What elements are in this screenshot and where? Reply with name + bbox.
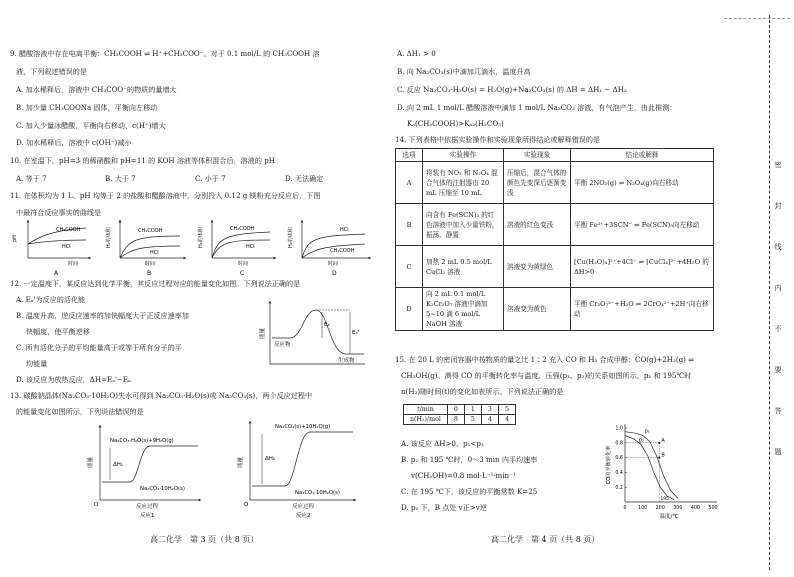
q11-a-bottom: HCl: [62, 244, 71, 250]
q9-stem: 9. 醋酸溶液中存在电离平衡：CH₃COOH ⇌ H⁺+CH₃COO⁻。对于 0.1 mol/L 的 CH₃COOH 溶: [10, 49, 320, 58]
table-row: [396, 246, 714, 288]
q15-point: [658, 457, 660, 459]
q12-option-b-1: B. 温度升高，逆反应速率的加快幅度大于正反应速率加: [16, 311, 189, 320]
q15-series-label: p₁: [644, 428, 650, 435]
binding-strip-char: 线: [774, 243, 782, 251]
q11-graphs: [10, 218, 388, 280]
q15-x-tick-label: 200: [655, 506, 665, 511]
q11-b-ylabel: H₂的体积: [106, 227, 112, 248]
q15-table: [403, 404, 516, 425]
q11-stem: 11. 在体积均为 1 L、pH 均等于 2 的盐酸和醋酸溶液中，分别投入 0.12 g 镁粉充分反应后，下图: [10, 191, 321, 200]
q11-d-bottom: CH₃COOH: [330, 248, 355, 254]
q13-fig2-caption: 反应2: [296, 513, 311, 518]
q15-option-b-1: B. p₂ 和 195 ℃时，0～3 min 内平均速率: [401, 455, 538, 464]
q11-stem-2: 中最符合反应事实的曲线是: [16, 208, 102, 217]
q12-ea-label: Eₐ: [324, 322, 330, 328]
q14-row-a-conclusion: 平衡 2NO₂(g) ⇌ N₂O₄(g)向右移动: [571, 162, 714, 204]
q13-option-d-2: Kₐ(CH₃COOH)>Kₐ₂(H₂CO₃): [407, 119, 504, 128]
q14-header-conclusion: 结论或解释: [571, 149, 714, 162]
q15-point: [658, 442, 660, 444]
q13-fig2-ylabel: 能量: [238, 456, 244, 468]
q15-n-3: 4: [481, 415, 498, 425]
q15-ylabel: CO的平衡转化率: [606, 445, 612, 485]
q15-y-tick-label: 0.2: [615, 485, 623, 491]
q13-option-a: A. ΔH₁ > 0: [397, 49, 436, 58]
q13-fig1-bottom: Na₂CO₃·10H₂O(s): [140, 486, 185, 492]
binding-strip-char: 不: [774, 325, 782, 333]
q13-option-c: C. 反应 Na₂CO₃·H₂O(s) = H₂O(g)+Na₂CO₃(s) 的 ΔH = ΔH₁ − ΔH₂: [397, 85, 627, 94]
q13-fig2-xlabel: 反应过程: [292, 504, 315, 510]
q10-option-b: B. 大于 7: [105, 174, 136, 183]
q14-header-phenomenon: 实验现象: [504, 149, 571, 162]
q9-option-c: C. 加入少量冰醋酸，平衡向右移动，c(H⁺)增大: [16, 121, 166, 130]
q15-t-3: 3: [481, 405, 498, 415]
q9-option-a: A. 加水稀释后，溶液中 CH₃COO⁻的物质的量增大: [16, 85, 177, 94]
binding-strip-char: 密: [774, 161, 782, 169]
q13-fig1-xlabel: 反应过程: [136, 504, 159, 510]
q14-row-b-phenomenon: 溶液的红色变浅: [504, 204, 571, 246]
table-row: [404, 415, 516, 425]
q11-c-bottom: HCl: [246, 244, 255, 250]
q12-option-d: D. 该反应为放热反应，ΔH=Eₐ'−Eₐ: [16, 375, 131, 384]
q10-option-c: C. 小于 7: [195, 174, 226, 183]
binding-strip-char: 封: [774, 202, 782, 210]
q13-fig1-ylabel: 能量: [88, 456, 94, 468]
q11-c-xlabel: 时间: [238, 261, 249, 267]
q11-a-ylabel: pH: [12, 235, 18, 242]
q13-fig1-dh: ΔH₁: [113, 462, 124, 468]
q15-t-header: t/min: [404, 405, 448, 415]
q10-option-a: A. 等于 7: [16, 174, 47, 183]
table-row: [404, 405, 516, 415]
q15-x-tick-label: 0: [623, 506, 627, 511]
q15-t-0: 0: [447, 405, 464, 415]
q11-b-bottom: HCl: [150, 250, 159, 256]
table-row: [396, 162, 714, 204]
q11-b-top: CH₃COOH: [138, 228, 163, 234]
q12-option-b-2: 快幅度，使平衡逆移: [26, 327, 90, 336]
q14-header-option: 选项: [396, 149, 423, 162]
q11-c-ylabel: H₂的体积: [198, 227, 204, 248]
q13-fig1-top: Na₂CO₃·H₂O(s)+9H₂O(g): [110, 438, 174, 444]
q9-option-b: B. 加少量 CH₃COONa 固体，平衡向左移动: [16, 103, 158, 112]
q13-fig2-origin: O: [244, 502, 249, 508]
q12-ylabel: 能量: [260, 327, 266, 339]
q14-row-b-operation: 向含有 Fe(SCN)₃ 的红色溶液中加入少量铁粉，振荡、静置: [423, 204, 504, 246]
table-row: [396, 288, 714, 331]
q15-xlabel: 温度/℃: [659, 514, 679, 520]
q15-y-tick-label: 0.6: [615, 456, 623, 462]
q14-row-d-operation: 向 2 mL 0.1 mol/L K₂Cr₂O₇ 溶液中滴加 5~10 滴 6 mol/L NaOH 溶液: [423, 288, 504, 331]
binding-strip-char: 内: [774, 284, 782, 292]
q14-row-d-opt: D: [396, 288, 423, 331]
right-page-footer: 高二化学 第 4 页（共 8 页）: [491, 535, 600, 544]
q9-stem-2: 液，下列叙述错误的是: [16, 67, 87, 76]
q15-y-tick-label: 0.8: [615, 441, 623, 447]
q11-c-top: CH₃COOH: [230, 226, 255, 232]
q11-d-ylabel: H₂的体积: [288, 227, 294, 248]
q9-option-d: D. 加水稀释后，溶液中 c(OH⁻)减小: [16, 138, 132, 147]
q15-series-line: [625, 435, 674, 499]
q11-b-label: B: [147, 270, 152, 277]
q14-row-d-phenomenon: 溶液变为黄色: [504, 288, 571, 331]
q11-b-xlabel: 时间: [145, 261, 156, 267]
q13-stem-2: 的能量变化如图所示，下列说法错误的是: [16, 407, 144, 416]
q15-x-tick-label: 400: [690, 506, 700, 511]
q13-fig2-top: Na₂CO₃(s)+10H₂O(g): [275, 424, 331, 430]
q14-row-d-conclusion: 平衡 Cr₂O₇²⁻+H₂O ⇌ 2CrO₄²⁻+2H⁺向右移动: [571, 288, 714, 331]
q15-y-tick-label: 0.4: [615, 471, 623, 476]
q15-series-label: p₂: [638, 437, 645, 444]
q11-graph-a: [12, 221, 90, 277]
q11-graph-b: [105, 221, 185, 277]
q14-row-c-operation: 加热 2 mL 0.5 mol/L CuCl₂ 溶液: [423, 246, 504, 288]
q15-option-c: C. 在 195 ℃下，该反应的平衡常数 K=25: [401, 487, 538, 496]
q15-t-1: 1: [464, 405, 481, 415]
q11-d-xlabel: 时间: [328, 261, 339, 267]
q14-table: [395, 148, 714, 331]
q13-option-d-1: D. 向 2 mL 1 mol/L 醋酸溶液中滴加 1 mol/L Na₂CO₃ 溶液，有气泡产生，由此推测：: [397, 103, 677, 112]
q12-option-a: A. Eₐ'为反应的活化能: [16, 295, 86, 304]
q13-option-b: B. 向 Na₂CO₃(s)中滴加几滴水，温度升高: [397, 67, 531, 76]
q12-option-c-1: C. 所有活化分子的平均能量高于或等于所有分子的平: [16, 343, 182, 352]
table-row: [396, 204, 714, 246]
q12-product-label: 生成物: [338, 358, 355, 364]
q14-stem: 14. 下列表格中依据实验操作和实验现象所得结论或解释错误的是: [395, 135, 601, 144]
q13-fig1-caption: 反应1: [140, 513, 155, 518]
q14-header-operation: 实验操作: [423, 149, 504, 162]
q12-option-c-2: 均能量: [26, 359, 48, 368]
q15-195-marker: 195: [660, 497, 669, 502]
q15-n-1: 5: [464, 415, 481, 425]
q13-diagrams: [70, 418, 370, 518]
q13-fig-1: [86, 426, 200, 518]
q15-n-0: 8: [447, 415, 464, 425]
q15-x-tick-label: 100: [638, 506, 648, 511]
binding-strip-char: 要: [774, 366, 782, 374]
q15-chart: [605, 420, 720, 520]
q12-stem: 12. 一定温度下，某反应达到化学平衡，其反应过程对应的能量变化如图。下列说法正确的是: [10, 279, 301, 288]
q15-y-tick-label: 1.0: [615, 426, 623, 432]
q11-graph-c: [197, 221, 275, 277]
q15-stem-1: 15. 在 20 L 的密闭容器中按物质的量之比 1∶2 充入 CO 和 H₂ 合成甲醇：CO(g)+2H₂(g) ⇌: [395, 355, 695, 364]
q11-c-label: C: [240, 270, 245, 277]
q14-row-c-opt: C: [396, 246, 423, 288]
q14-row-a-operation: 将装有 NO₂ 和 N₂O₄ 混合气体的注射器由 20 mL 压缩至 10 mL: [423, 162, 504, 204]
q15-n-header: n(H₂)/mol: [404, 415, 448, 425]
q15-option-a: A. 该反应 ΔH>0、p₁<p₂: [401, 439, 484, 448]
q14-header-row: [396, 149, 714, 162]
q15-n-5: 4: [498, 415, 515, 425]
q13-fig2-bottom: Na₂CO₃·10H₂O(s): [295, 490, 340, 496]
binding-strip-char: 答: [774, 407, 782, 415]
q14-row-a-opt: A: [396, 162, 423, 204]
q14-row-c-conclusion: [Cu(H₂O)₄]²⁺+4Cl⁻ ⇌ [CuCl₄]²⁻+4H₂O 的 ΔH>0: [571, 246, 714, 288]
binding-strip-char: 题: [774, 448, 782, 456]
q10-stem: 10. 在室温下，pH=3 的稀硝酸和 pH=11 的 KOH 溶液等体积混合后，溶液的 pH: [10, 156, 275, 165]
q15-stem-2: CH₃OH(g)。测得 CO 的平衡转化率与温度、压强(p₁、p₂)的关系如图所示，p₂ 和 195℃时: [401, 371, 692, 380]
left-page-footer: 高二化学 第 3 页（共 8 页）: [150, 535, 259, 544]
q11-graph-d: [287, 221, 370, 277]
q13-fig1-origin: O: [94, 502, 99, 508]
q15-point-label: A: [661, 437, 665, 444]
q11-a-label: A: [54, 270, 59, 277]
q14-row-c-phenomenon: 溶液变为黄绿色: [504, 246, 571, 288]
q13-stem: 13. 碳酸钠晶体(Na₂CO₃·10H₂O)失水可得到 Na₂CO₃·H₂O(s)或 Na₂CO₃(s)，两个反应过程中: [10, 391, 313, 400]
q10-option-d: D. 无法确定: [285, 174, 324, 183]
q15-option-d: D. p₂ 下，B 点处 v正>v逆: [401, 503, 487, 512]
q11-d-top: HCl: [340, 227, 349, 233]
q14-row-b-conclusion: 平衡 Fe³⁺+3SCN⁻ ⇌ Fe(SCN)₃向左移动: [571, 204, 714, 246]
q15-t-5: 5: [498, 405, 515, 415]
q14-row-a-phenomenon: 压缩后，混合气体的颜色先变深后逐渐变浅: [504, 162, 571, 204]
q11-d-label: D: [332, 270, 337, 277]
q15-x-tick-label: 300: [673, 506, 683, 511]
q15-option-b-2: v(CH₃OH)=0.8 mol·L⁻¹·min⁻¹: [411, 471, 516, 480]
q12-energy-diagram: [250, 298, 370, 368]
q13-fig2-dh: ΔH₂: [265, 456, 276, 462]
q11-a-top: CH₃COOH: [56, 227, 81, 233]
q15-point-label: B: [661, 452, 665, 459]
q15-x-tick-label: 500: [708, 506, 718, 511]
q11-a-xlabel: 时间: [68, 261, 79, 267]
q14-row-b-opt: B: [396, 204, 423, 246]
q12-ea2-label: Eₐ': [352, 330, 360, 336]
q13-fig-2: [236, 422, 355, 518]
q15-stem-3: n(H₂)随时间(t)的变化如表所示。下列说法正确的是: [401, 387, 564, 396]
q12-reactant-label: 反应物: [274, 342, 291, 348]
binding-strip: [724, 0, 794, 577]
